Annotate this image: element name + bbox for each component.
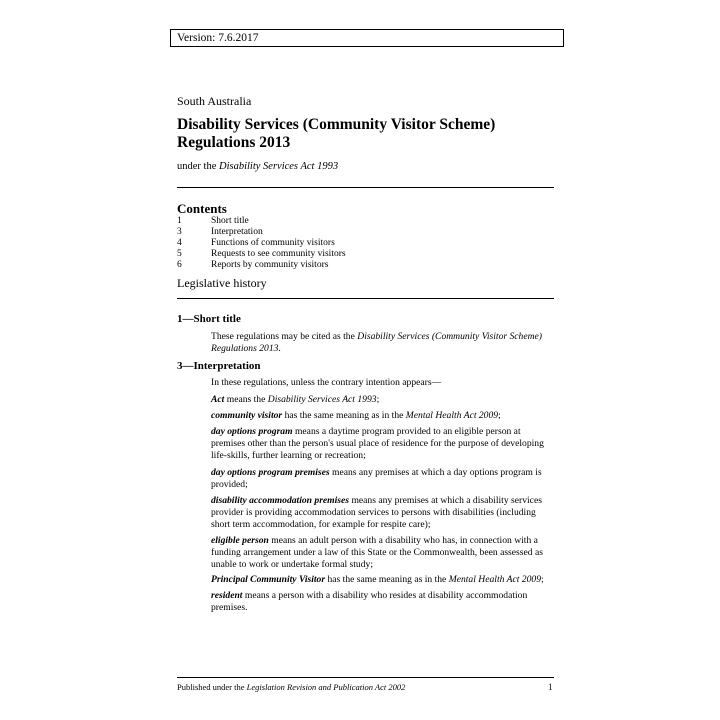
toc-item[interactable] — [177, 238, 346, 249]
section-3-heading: 3—Interpretation — [177, 360, 261, 372]
contents-heading: Contents — [177, 201, 227, 216]
title-line-2: Regulations 2013 — [177, 134, 291, 151]
definition-day-options-program-premises — [211, 467, 556, 491]
term-act: Act — [211, 394, 225, 405]
s1-text-a: These regulations may be cited as the — [211, 331, 358, 342]
toc-label: Requests to see community visitors — [211, 249, 346, 259]
def-end: ; — [376, 394, 380, 405]
footer-divider — [177, 677, 554, 678]
def-ref: Mental Health Act 2009 — [405, 410, 499, 421]
def-end: ; — [498, 410, 501, 421]
term-day-options-program-premises: day options program premises — [211, 467, 330, 478]
def-end: ; — [541, 574, 544, 585]
toc-label: Interpretation — [211, 227, 263, 237]
s1-text-b: Disability Services (Community Visitor Scheme) Regulations 2013 — [211, 331, 542, 355]
def-text: means an adult person with a disability who has, in connection with a funding arrangement under a law of this State or the Commonwealth, been assessed as unable to work or undertake formal study; — [211, 535, 543, 571]
term-day-options-program: day options program — [211, 426, 293, 437]
def-text: has the same meaning as in the — [325, 574, 449, 585]
footer-published — [177, 682, 405, 692]
table-of-contents — [177, 216, 346, 271]
def-text: means any premises at which a disability services provider is providing accommodation services to persons with disabilities (including short term accommodation, for example for respite care); — [211, 495, 542, 531]
toc-num: 1 — [177, 216, 182, 226]
section-3-intro: In these regulations, unless the contrary intention appears— — [211, 377, 442, 388]
term-community-visitor: community visitor — [211, 410, 283, 421]
toc-num: 3 — [177, 227, 182, 237]
def-text: means a daytime program provided to an eligible person at premises other than the person's usual place of residence for the purpose of developing life-skills, further learning or recreation; — [211, 426, 544, 462]
toc-item[interactable] — [177, 227, 346, 238]
document-title — [177, 116, 557, 152]
toc-label: Functions of community visitors — [211, 238, 335, 248]
def-text: has the same meaning as in the — [282, 410, 406, 421]
def-text: means the — [224, 394, 268, 405]
def-ref: Mental Health Act 2009 — [448, 574, 541, 585]
toc-num: 4 — [177, 238, 182, 248]
definition-day-options-program — [211, 426, 556, 463]
enabling-act — [177, 161, 338, 172]
divider-contents — [177, 298, 554, 299]
section-1-text — [211, 331, 556, 355]
toc-item[interactable] — [177, 260, 346, 271]
definition-resident — [211, 590, 556, 614]
definition-disability-accommodation-premises — [211, 495, 556, 532]
divider-top — [177, 187, 554, 188]
footer-prefix: Published under the — [177, 682, 247, 692]
toc-label: Reports by community visitors — [211, 260, 329, 270]
term-resident: resident — [211, 590, 243, 601]
toc-num: 6 — [177, 260, 182, 270]
title-line-1: Disability Services (Community Visitor Scheme) — [177, 116, 496, 133]
under-act: Disability Services Act 1993 — [219, 161, 339, 172]
page-number: 1 — [548, 682, 553, 692]
definition-principal-community-visitor — [211, 574, 556, 586]
term-disability-accommodation-premises: disability accommodation premises — [211, 495, 350, 506]
term-principal-community-visitor: Principal Community Visitor — [211, 574, 326, 585]
def-text: means any premises at which a day options program is provided; — [211, 467, 542, 491]
toc-item[interactable] — [177, 249, 346, 260]
definition-community-visitor — [211, 410, 556, 422]
under-prefix: under the — [177, 161, 219, 172]
term-eligible-person: eligible person — [211, 535, 269, 546]
toc-label: Short title — [211, 216, 249, 226]
def-text: means a person with a disability who resides at disability accommodation premises. — [211, 590, 528, 614]
legislative-history-link[interactable]: Legislative history — [177, 276, 267, 290]
definition-act — [211, 394, 556, 406]
s1-text-c: . — [278, 343, 281, 355]
version-label: Version: 7.6.2017 — [170, 29, 564, 47]
footer-act: Legislation Revision and Publication Act 2002 — [246, 682, 406, 692]
jurisdiction: South Australia — [177, 94, 252, 108]
def-ref: Disability Services Act 1993 — [267, 394, 377, 405]
definition-eligible-person — [211, 535, 556, 572]
toc-num: 5 — [177, 249, 182, 259]
toc-item[interactable] — [177, 216, 346, 227]
section-1-heading: 1—Short title — [177, 313, 241, 325]
